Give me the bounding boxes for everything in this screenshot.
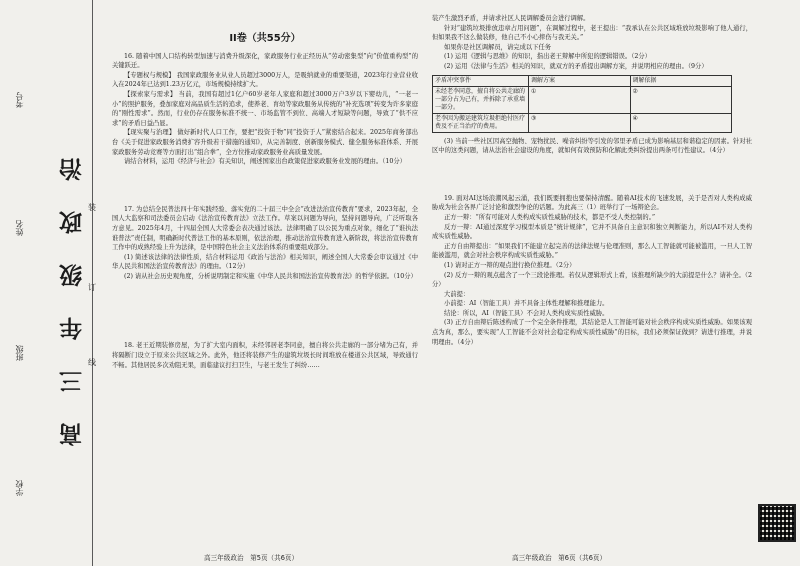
q18-continuation: 装产生激烈矛盾，并请求社区人民调解委员会进行调解。 — [432, 15, 590, 22]
table-cell: ④ — [630, 113, 732, 132]
section-title: II卷（共55分） — [229, 33, 301, 44]
page-5-column — [112, 34, 418, 370]
q19-minor-premise: 小前提：AI（智能工具）并不具备主体性理解和推理能力。 — [444, 300, 609, 308]
footer-page-5: 高三年级政治 第5页（共6页） — [204, 554, 299, 562]
q16-paragraph-3: 【现实聚与治理】 做好新时代人口工作，要把“投资于物”同“投资于人”紧密结合起来。2025年商务部出台《关于促进家政服务消费扩容升级若干措施的通知》，从完善制度、创新服务模式、健全服务标准体系、开展家政服务劳动竞赛等方面打出“组合拳”，全方位推动家政服务业高质量发展。 — [112, 129, 418, 156]
q16-task: 请结合材料，运用《经济与社会》有关知识，阐述国家出台政策促进家政服务业发展的理由。（10分） — [124, 158, 406, 166]
q19-intro: 19. 面对AI这场浪潮风起云涌，我们既要拥抱也要保持清醒。随着AI技术的飞速发展，关于是否对人类构成威胁成为社会各界广泛讨论和激烈争论的话题。为此高三（1）班举行了一场辩论会。 — [432, 194, 752, 212]
q18-task-3: (3) 当前一些社区因高空抛物、宠物扰民、噪音纠纷等引发的邻里矛盾已成为影响基层和谐稳定的因素。针对社区中的这类问题，请从法治社会建设的角度，就如何有效预防和化解此类纠纷提出两条可行性建议。（4分） — [432, 137, 752, 155]
q18-intro: 18. 老王近期装修房屋，为了扩大室内面积，未经邻居老李同意，擅自将公共走廊的一部分堵为己有，并将隔断门设立于原来公共区域之外。此外，他还将装修产生的建筑垃圾长时间堆放在楼道公共区域，导致通行不畅。其他居民多次劝阻无果，面临建议打扫卫生，与老王发生了纠纷…… — [112, 342, 418, 369]
q19-conclusion: 结论：所以，AI（智能工具）不会对人类构成实质性威胁。 — [444, 309, 609, 317]
q16-intro: 16. 随着中国人口结构转型加速与消费升级深化，家政服务行业正经历从“劳动密集型”向“价值重构型”的关键跃迁。 — [112, 52, 418, 70]
q18-paragraph-1: 针对“建筑垃圾排放违章占用问题”，在调解过程中，老王提出：“我承认在公共区域堆放垃圾影响了他人通行，但如果我不这么做装修，他自己不小心摔伤与我无关。” — [432, 24, 752, 42]
q19-task-2: (2) 反方一辩的观点蕴含了一个三段论推理。若仅从逻辑形式上看，该推理所缺少的大前提是什么？请补全。（2分） — [432, 271, 752, 289]
table-cell: 未经老李同意，擅自将公共走廊的一部分占为己有，并拆除了承重墙一部分。 — [433, 86, 529, 113]
page-6-column — [432, 14, 752, 347]
footer-page-6: 高三年级政治 第6页（共6页） — [512, 554, 607, 562]
table-cell: 老李因为搬运建筑垃圾拒绝付医疗费及不正当治疗的费用。 — [433, 113, 529, 132]
exam-no-label: 考号 — [15, 92, 24, 108]
name-label: 姓名 — [15, 220, 24, 236]
q17-task-1: (1) 简述该法律的法律性质，结合材料运用《政治与法治》相关知识，阐述全国人大常委会审议通过《中华人民共和国法治宣传教育法》的理由。（12分） — [112, 253, 418, 271]
q19-negative-1: 反方一辩：AI通过深度学习模型本质是“统计规律”，它并不具备自主意识和独立判断能力，所以AI不对人类构成实质性威胁。 — [432, 223, 752, 241]
class-label: 班级 — [15, 345, 24, 361]
q19-affirmative-free: 正方自由辩提出：“如果我们不能建立起完善的法律法规与伦理准则，那么人工智能就可能被滥用，一旦人工智能被滥用，就会对社会秩序构成实质性威胁。” — [432, 242, 752, 260]
table-header-cell: 调解依据 — [630, 75, 732, 86]
table-header-cell: 调解方案 — [529, 75, 631, 86]
table-header-row — [433, 75, 732, 86]
q19-major-premise: 大前提： — [444, 290, 470, 298]
qr-code — [758, 504, 796, 542]
q19-task-1: (1) 请对正方一辩的观点进行换位推理。（2分） — [444, 261, 576, 269]
cut-line-char-2: 订 — [88, 283, 96, 292]
table-row — [433, 113, 732, 132]
q17-task-2: (2) 请从社会历史观角度，分析说明制定和实施《中华人民共和国法治宣传教育法》的哲学依据。（10分） — [124, 272, 417, 280]
mediation-table — [432, 75, 732, 133]
q17-intro: 17. 为总结全民普法四十年实践经验、落实党的二十届三中全会“改进法治宣传教育”要求，2023年起，全国人大监察和司法委员会启动《法治宣传教育法》立法工作。草案以问题为导向，坚持问题导向，广泛听取各方意见。2025年4月，十四届全国人大常委会表决通过该法。法律明确了以公民为重点对象，细化了“谁执法谁普法”责任制，明确新时代普法工作的基本原则，依法治理，推动法治宣传教育进入新阶段，将法治宣传教育工作中的成熟经验上升为法律，是中国特色社会主义法治体系的重要组成部分。 — [112, 205, 418, 252]
table-row — [433, 86, 732, 113]
school-label: 学校 — [15, 480, 24, 496]
q18-task-2: (2) 运用《法律与生活》相关的知识，就双方的矛盾提出调解方案，并说明相应的理由。（9分） — [444, 62, 708, 70]
q18-task-1: (1) 运用《逻辑与思维》的知识，指出老王辩解中所犯的逻辑错误。（2分） — [444, 53, 651, 61]
q18-paragraph-2: 如果你是社区调解员，请完成以下任务 — [444, 43, 552, 51]
q16-paragraph-2: 【探索家与需求】 当前，我国有超过1亿户60岁老年人家庭和超过3000万户3岁以下婴幼儿，“一老一小”的照护服务，叠加家庭对高品质生活的追求，使养老、育幼等家政服务从传统的“补充选项”转变为许多家庭的“刚性需求”。然而，行业仍存在服务标准不统一、市场监管不到位、高端人才短缺等问题，导致了“供不应求”的矛盾日益凸显。 — [112, 90, 418, 127]
table-cell: ② — [630, 86, 732, 113]
table-header-cell: 矛盾冲突事件 — [433, 75, 529, 86]
table-cell: ③ — [529, 113, 631, 132]
q19-affirmative-1: 正方一辩：“所有可能对人类构成实质性威胁的技术，都是不受人类控制的。” — [444, 213, 656, 221]
cut-line-char-3: 线 — [88, 358, 96, 367]
subject-title: 高三年级政治 — [59, 128, 86, 446]
binding-margin — [0, 0, 108, 566]
q16-paragraph-1: 【专题权与规模】 我国家政服务业从业人员超过3000万人，是吸纳就业的重要渠道，2023年行业营业收入在2024年已达到1.23万亿元，市场规模持续扩大。 — [112, 71, 418, 89]
q19-task-3: (3) 正方自由辩后陈述构成了一个完全条件推理，其结论是人工智能可能对社会秩序构成实质性威胁。如果该观点为真，那么，要实现“人工智能不会对社会稳定构成实质性威胁”的目标，我们必须保证做到？请进行推理，并说明理由。（4分） — [432, 319, 752, 346]
cut-line-char-1: 装 — [88, 203, 96, 212]
table-cell: ① — [529, 86, 631, 113]
